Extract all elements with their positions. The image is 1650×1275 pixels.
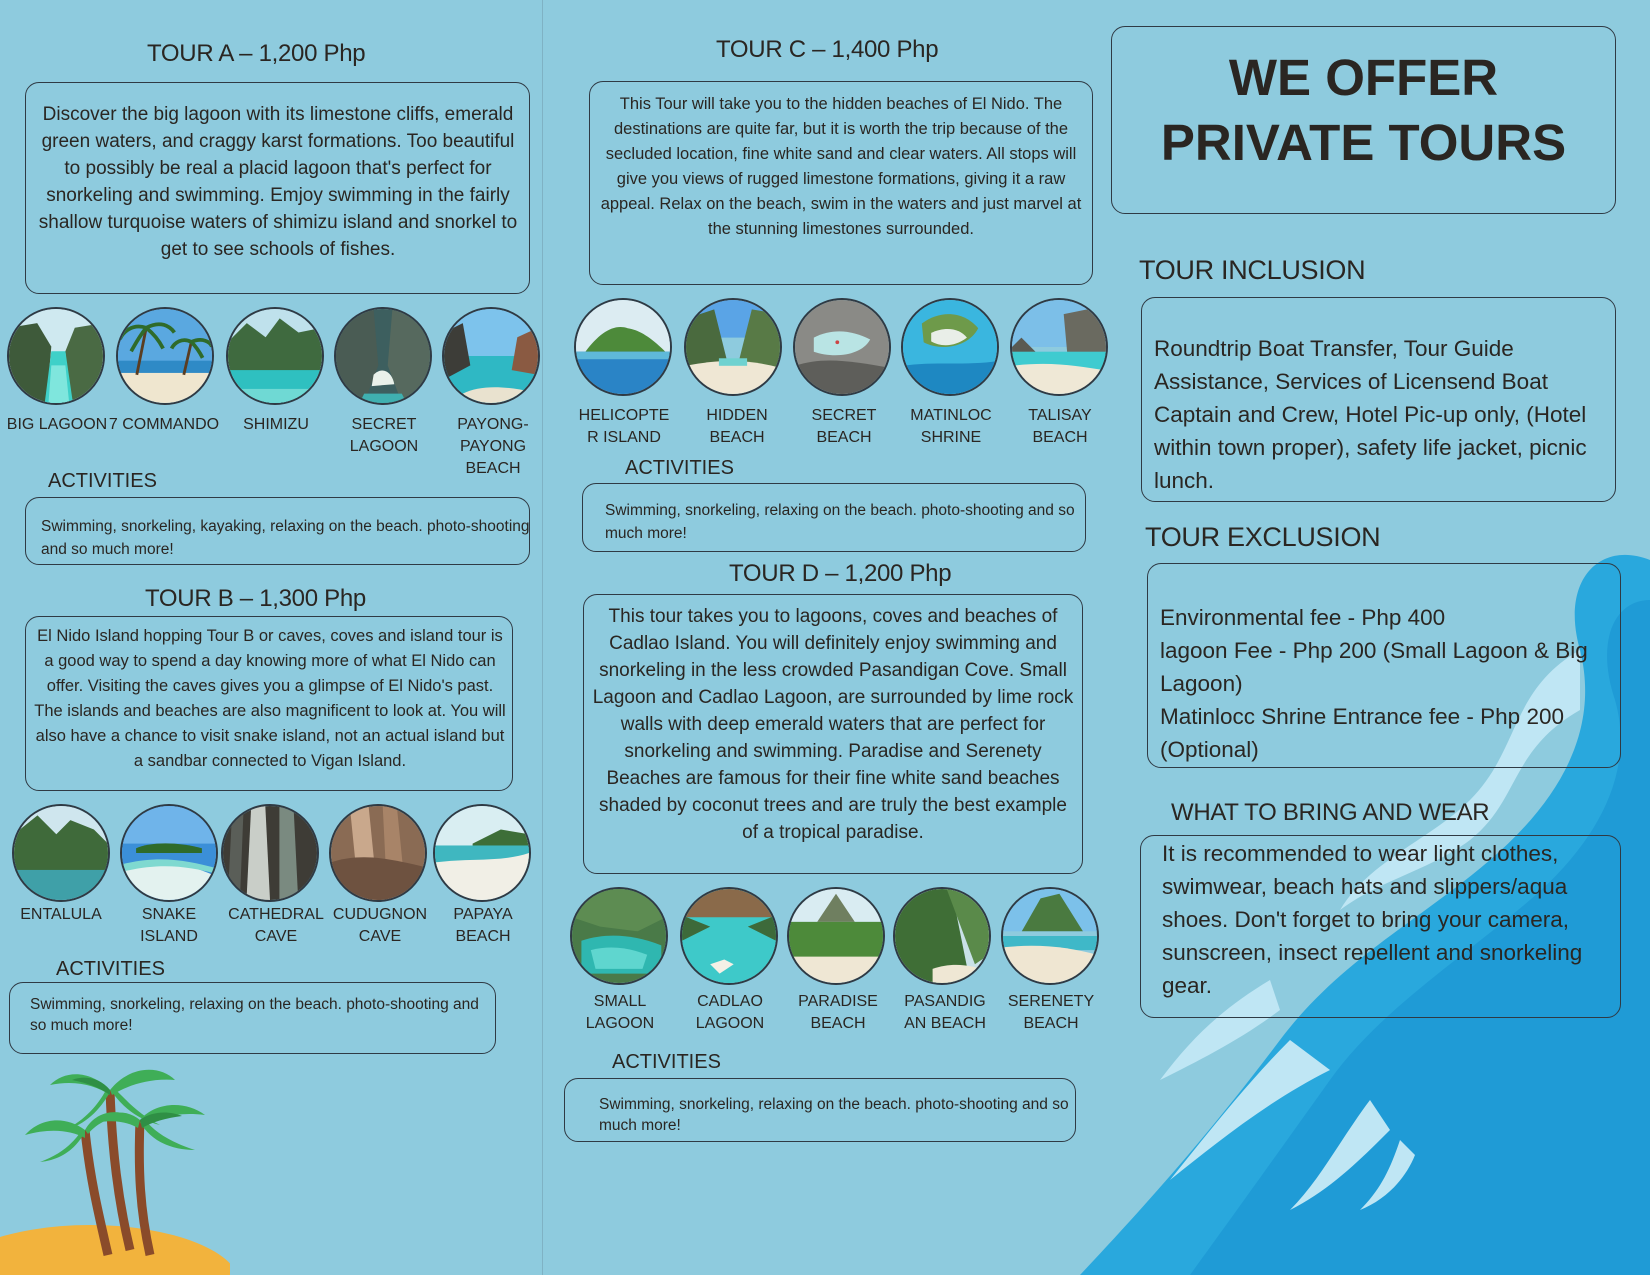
tour-exclusion-item: Matinlocc Shrine Entrance fee - Php 200 (Optional)	[1160, 704, 1564, 762]
caption-cudugnon-cave: CUDUGNON CAVE	[332, 906, 428, 945]
helicopter-island-photo	[574, 298, 672, 396]
tour-d-activities: Swimming, snorkeling, relaxing on the beach. photo-shooting and so much more!	[599, 1096, 1069, 1134]
panel-divider	[542, 0, 543, 1275]
caption-snake-island: SNAKE ISLAND	[140, 906, 198, 945]
tour-exclusion-item: lagoon Fee - Php 200 (Small Lagoon & Big Lagoon)	[1160, 638, 1588, 696]
cudugnon-cave-photo	[329, 804, 427, 902]
big-lagoon-photo	[7, 307, 105, 405]
palm-island-decoration	[0, 1050, 230, 1275]
tour-inclusion-title: TOUR INCLUSION	[1139, 255, 1366, 285]
secret-beach-photo	[793, 298, 891, 396]
caption-big-lagoon: BIG LAGOON	[6, 416, 108, 433]
tour-c-title: TOUR C – 1,400 Php	[716, 36, 939, 63]
caption-cathedral-cave: CATHEDRAL CAVE	[228, 906, 324, 945]
caption-secret-beach: SECRET BEACH	[811, 407, 877, 446]
what-to-bring-title: WHAT TO BRING AND WEAR	[1171, 799, 1490, 826]
small-lagoon-photo	[570, 887, 668, 985]
papaya-beach-photo	[433, 804, 531, 902]
paradise-beach-photo	[787, 887, 885, 985]
caption-shimizu: SHIMIZU	[243, 416, 309, 433]
tour-exclusion-item: Environmental fee - Php 400	[1160, 605, 1446, 630]
caption-matinloc-shrine: MATINLOC SHRINE	[910, 407, 992, 446]
matinloc-shrine-photo	[901, 298, 999, 396]
cadlao-lagoon-photo	[680, 887, 778, 985]
caption-7-commando: 7 COMMANDO	[108, 416, 220, 433]
caption-serenety-beach: SERENETY BEACH	[1007, 993, 1095, 1032]
tour-b-activities-label: ACTIVITIES	[56, 958, 165, 980]
talisay-beach-photo	[1010, 298, 1108, 396]
caption-paradise-beach: PARADISE BEACH	[798, 993, 878, 1032]
7-commando-photo	[116, 307, 214, 405]
payong-payong-beach-photo	[442, 307, 540, 405]
tour-a-description: Discover the big lagoon with its limestone cliffs, emerald green waters, and craggy karst formations. Too beautiful to possibly be real a placid lagoon that's perfect for snorkeling and swimming. Emjoy swimming in the fairly shallow turquoise waters of shimizu island and snorkel to get to see schools of fishes.	[38, 104, 518, 260]
tour-inclusion-text: Roundtrip Boat Transfer, Tour Guide Assistance, Services of Licensend Boat Captain and Crew, Hotel Pic-up only, (Hotel within town proper), safety life jacket, picnic lunch.	[1154, 336, 1587, 493]
tour-d-title: TOUR D – 1,200 Php	[729, 560, 952, 587]
tour-b-description: El Nido Island hopping Tour B or caves, coves and island tour is a good way to spend a day knowing more of what El Nido can offer. Visiting the caves gives you a glimpse of El Nido's past. The islands and beaches are also magnificent to look at. You will also have a chance to visit snake island, not an actual island but a sandbar connected to Vigan Island.	[34, 627, 506, 770]
tour-c-description: This Tour will take you to the hidden beaches of El Nido. The destinations are quite far, but it is worth the trip because of the secluded location, fine white sand and clear waters. All stops will give you views of rugged limestone formations, giving it a raw appeal. Relax on the beach, swim in the waters and just marvel at the stunning limestones surrounded.	[600, 95, 1082, 238]
snake-island-photo	[120, 804, 218, 902]
caption-helicopter-island: HELICOPTE R ISLAND	[578, 407, 670, 446]
hidden-beach-photo	[684, 298, 782, 396]
caption-cadlao-lagoon: CADLAO LAGOON	[695, 993, 765, 1032]
caption-secret-lagoon: SECRET LAGOON	[349, 416, 419, 455]
caption-entalula: ENTALULA	[20, 906, 102, 923]
tour-c-activities-label: ACTIVITIES	[625, 457, 734, 479]
what-to-bring-text: It is recommended to wear light clothes, swimwear, beach hats and slippers/aqua shoes. Don't forget to bring your camera, sunscreen, insect repellent and snorkeling gear.	[1162, 841, 1583, 998]
tour-d-activities-label: ACTIVITIES	[612, 1051, 721, 1073]
tour-a-title: TOUR A – 1,200 Php	[147, 40, 366, 67]
caption-payong-payong-beach: PAYONG-PAYONG BEACH	[457, 416, 529, 477]
offer-line-1: WE OFFER	[1228, 49, 1499, 106]
secret-lagoon-photo	[334, 307, 432, 405]
tour-d-description: This tour takes you to lagoons, coves and beaches of Cadlao Island. You will definitely enjoy swimming and snorkeling in the less crowded Pasandigan Cove. Small Lagoon and Cadlao Lagoon, are surrounded by lime rock walls with deep emerald waters that are perfect for snorkeling and swimming. Paradise and Serenety Beaches are famous for their fine white sand beaches shaded by coconut trees and are truly the best example of a tropical paradise.	[592, 606, 1074, 843]
entalula-photo	[12, 804, 110, 902]
caption-pasandigan-beach: PASANDIG AN BEACH	[904, 993, 986, 1032]
caption-papaya-beach: PAPAYA BEACH	[453, 906, 513, 945]
tour-b-title: TOUR B – 1,300 Php	[145, 585, 366, 612]
pasandigan-beach-photo	[893, 887, 991, 985]
caption-hidden-beach: HIDDEN BEACH	[706, 407, 768, 446]
tour-exclusion-title: TOUR EXCLUSION	[1145, 522, 1381, 552]
caption-small-lagoon: SMALL LAGOON	[585, 993, 655, 1032]
caption-talisay-beach: TALISAY BEACH	[1028, 407, 1092, 446]
offer-line-2: PRIVATE TOURS	[1160, 114, 1567, 171]
cathedral-cave-photo	[221, 804, 319, 902]
tour-a-activities: Swimming, snorkeling, kayaking, relaxing on the beach. photo-shooting and so much more!	[41, 518, 530, 558]
tour-a-activities-label: ACTIVITIES	[48, 470, 157, 492]
tour-c-activities: Swimming, snorkeling, relaxing on the beach. photo-shooting and so much more!	[605, 502, 1075, 542]
tour-b-activities: Swimming, snorkeling, relaxing on the beach. photo-shooting and so much more!	[30, 996, 479, 1034]
shimizu-photo	[226, 307, 324, 405]
serenety-beach-photo	[1001, 887, 1099, 985]
